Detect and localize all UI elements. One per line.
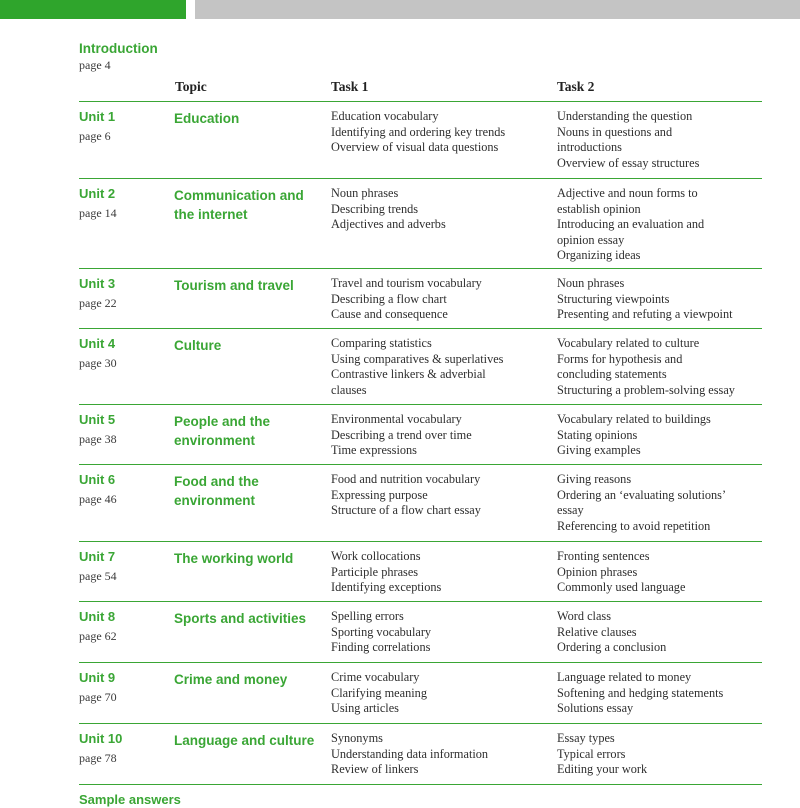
- task1-item: Describing a flow chart: [331, 291, 447, 306]
- unit-number: Unit 5: [79, 412, 116, 427]
- unit-number: Unit 1: [79, 109, 116, 124]
- task1-list: [331, 336, 551, 398]
- task2-item: Solutions essay: [557, 701, 634, 716]
- task2-item: Relative clauses: [557, 624, 637, 639]
- column-header-topic: Topic: [175, 79, 207, 94]
- unit-row[interactable]: [79, 178, 762, 263]
- introduction-entry[interactable]: [79, 40, 158, 73]
- unit-topic: Crime and money: [174, 672, 288, 687]
- column-header-task1: Task 1: [331, 79, 369, 94]
- unit-label-cell: [79, 412, 169, 448]
- unit-label-cell: [79, 731, 169, 767]
- task1-list: [331, 186, 551, 233]
- task1-list: [331, 670, 551, 717]
- unit-page: page 70: [79, 690, 117, 704]
- unit-page: page 54: [79, 569, 117, 583]
- task1-item: Work collocations: [331, 549, 421, 563]
- table-bottom-rule: [79, 784, 762, 785]
- unit-topic: Food and the environment: [174, 474, 259, 508]
- unit-topic: Sports and activities: [174, 611, 307, 626]
- unit-topic: Communication and the internet: [174, 188, 304, 222]
- task2-item: Vocabulary related to culture: [557, 336, 700, 350]
- task2-item: Giving examples: [557, 443, 641, 458]
- task2-list: [557, 109, 767, 171]
- task2-list: [557, 412, 767, 459]
- unit-topic: Tourism and travel: [174, 278, 294, 293]
- unit-label-cell: [79, 549, 169, 585]
- unit-label-cell: [79, 670, 169, 706]
- unit-number: Unit 7: [79, 549, 116, 564]
- task1-item: Identifying and ordering key trends: [331, 124, 506, 139]
- task2-item: Word class: [557, 609, 611, 623]
- task2-item: introductions: [557, 140, 622, 155]
- task2-item: Forms for hypothesis and: [557, 351, 683, 366]
- task2-item: Presenting and refuting a viewpoint: [557, 307, 733, 322]
- task2-item: Fronting sentences: [557, 549, 650, 563]
- unit-label-cell: [79, 276, 169, 312]
- task1-item: Environmental vocabulary: [331, 412, 462, 426]
- unit-page: page 30: [79, 356, 117, 370]
- task2-item: Ordering an ‘evaluating solutions’: [557, 487, 727, 502]
- task2-list: [557, 731, 767, 778]
- unit-page: page 22: [79, 296, 117, 310]
- unit-topic: The working world: [174, 551, 294, 566]
- task2-list: [557, 186, 767, 264]
- task1-list: [331, 412, 551, 459]
- task2-item: establish opinion: [557, 201, 641, 216]
- task1-item: Travel and tourism vocabulary: [331, 276, 482, 290]
- introduction-title: Introduction: [79, 41, 158, 56]
- unit-topic: Education: [174, 111, 240, 126]
- task2-item: Organizing ideas: [557, 248, 641, 263]
- task1-item: Understanding data information: [331, 746, 489, 761]
- task1-item: Spelling errors: [331, 609, 404, 623]
- task1-item: Cause and consequence: [331, 307, 448, 322]
- task2-item: Giving reasons: [557, 472, 632, 486]
- unit-number: Unit 3: [79, 276, 116, 291]
- unit-row[interactable]: [79, 404, 762, 458]
- task2-list: [557, 276, 767, 323]
- unit-row[interactable]: [79, 101, 762, 170]
- task2-item: Referencing to avoid repetition: [557, 518, 711, 533]
- task2-item: Typical errors: [557, 746, 626, 761]
- task1-list: [331, 109, 551, 156]
- task1-item: Participle phrases: [331, 564, 419, 579]
- task2-item: Commonly used language: [557, 580, 686, 595]
- task2-list: [557, 609, 767, 656]
- unit-number: Unit 4: [79, 336, 116, 351]
- unit-number: Unit 8: [79, 609, 116, 624]
- task1-item: Education vocabulary: [331, 109, 439, 123]
- task2-list: [557, 670, 767, 717]
- header-bar-green: [0, 0, 186, 19]
- unit-number: Unit 2: [79, 186, 116, 201]
- unit-row[interactable]: [79, 723, 762, 777]
- task1-list: [331, 472, 551, 519]
- task1-item: Finding correlations: [331, 640, 431, 655]
- introduction-page: page 4: [79, 58, 111, 72]
- task1-list: [331, 549, 551, 596]
- unit-page: page 62: [79, 629, 117, 643]
- task1-item: Adjectives and adverbs: [331, 217, 446, 232]
- task1-item: Contrastive linkers & adverbial: [331, 367, 486, 382]
- unit-page: page 78: [79, 751, 117, 765]
- unit-topic: Language and culture: [174, 733, 315, 748]
- task1-item: Describing trends: [331, 201, 419, 216]
- unit-row[interactable]: [79, 328, 762, 397]
- task1-item: Noun phrases: [331, 186, 399, 200]
- unit-page: page 46: [79, 492, 117, 506]
- task1-item: Food and nutrition vocabulary: [331, 472, 481, 486]
- task1-item: Using comparatives & superlatives: [331, 351, 504, 366]
- task1-item: Overview of visual data questions: [331, 140, 499, 155]
- task1-item: Synonyms: [331, 731, 383, 745]
- unit-page: page 14: [79, 206, 117, 220]
- task1-item: Review of linkers: [331, 762, 419, 777]
- task2-item: Understanding the question: [557, 109, 693, 123]
- task2-item: Adjective and noun forms to: [557, 186, 698, 200]
- task2-list: [557, 472, 767, 534]
- task2-list: [557, 549, 767, 596]
- task1-item: Sporting vocabulary: [331, 624, 432, 639]
- task2-item: Editing your work: [557, 762, 648, 777]
- unit-number: Unit 6: [79, 472, 116, 487]
- unit-label-cell: [79, 609, 169, 645]
- task2-item: Softening and hedging statements: [557, 685, 724, 700]
- unit-number: Unit 10: [79, 731, 123, 746]
- task2-item: Opinion phrases: [557, 564, 638, 579]
- task1-item: Crime vocabulary: [331, 670, 420, 684]
- unit-label-cell: [79, 109, 169, 145]
- task2-item: Structuring a problem-solving essay: [557, 382, 735, 397]
- task1-list: [331, 276, 551, 323]
- unit-row[interactable]: [79, 662, 762, 716]
- task2-item: Nouns in questions and: [557, 124, 673, 139]
- unit-topic: People and the environment: [174, 414, 271, 448]
- task2-item: Stating opinions: [557, 427, 638, 442]
- unit-row[interactable]: [79, 268, 762, 322]
- unit-label-cell: [79, 336, 169, 372]
- sample-answers-heading[interactable]: Sample answers: [79, 792, 181, 807]
- unit-label-cell: [79, 472, 169, 508]
- task2-item: opinion essay: [557, 232, 625, 247]
- task2-item: Overview of essay structures: [557, 155, 700, 170]
- task1-item: Time expressions: [331, 443, 417, 458]
- task1-item: Structure of a flow chart essay: [331, 503, 481, 518]
- task1-item: clauses: [331, 382, 367, 397]
- task1-item: Identifying exceptions: [331, 580, 442, 595]
- task2-item: Introducing an evaluation and: [557, 217, 705, 232]
- task1-item: Expressing purpose: [331, 487, 428, 502]
- header-bar-grey: [195, 0, 800, 19]
- column-header-task2: Task 2: [557, 79, 595, 94]
- task2-item: concluding statements: [557, 367, 667, 382]
- task1-list: [331, 731, 551, 778]
- task1-item: Clarifying meaning: [331, 685, 427, 700]
- task1-item: Using articles: [331, 701, 399, 716]
- task2-item: Vocabulary related to buildings: [557, 412, 711, 426]
- unit-page: page 38: [79, 432, 117, 446]
- unit-number: Unit 9: [79, 670, 116, 685]
- task2-item: Essay types: [557, 731, 615, 745]
- unit-topic: Culture: [174, 338, 222, 353]
- unit-page: page 6: [79, 129, 111, 143]
- task1-item: Describing a trend over time: [331, 427, 472, 442]
- task2-item: Structuring viewpoints: [557, 291, 670, 306]
- unit-label-cell: [79, 186, 169, 222]
- unit-row[interactable]: [79, 464, 762, 533]
- unit-row[interactable]: [79, 541, 762, 595]
- task2-list: [557, 336, 767, 398]
- task1-item: Comparing statistics: [331, 336, 432, 350]
- task2-item: Ordering a conclusion: [557, 640, 667, 655]
- task1-list: [331, 609, 551, 656]
- task2-item: essay: [557, 503, 584, 518]
- task2-item: Noun phrases: [557, 276, 625, 290]
- task2-item: Language related to money: [557, 670, 692, 684]
- unit-row[interactable]: [79, 601, 762, 655]
